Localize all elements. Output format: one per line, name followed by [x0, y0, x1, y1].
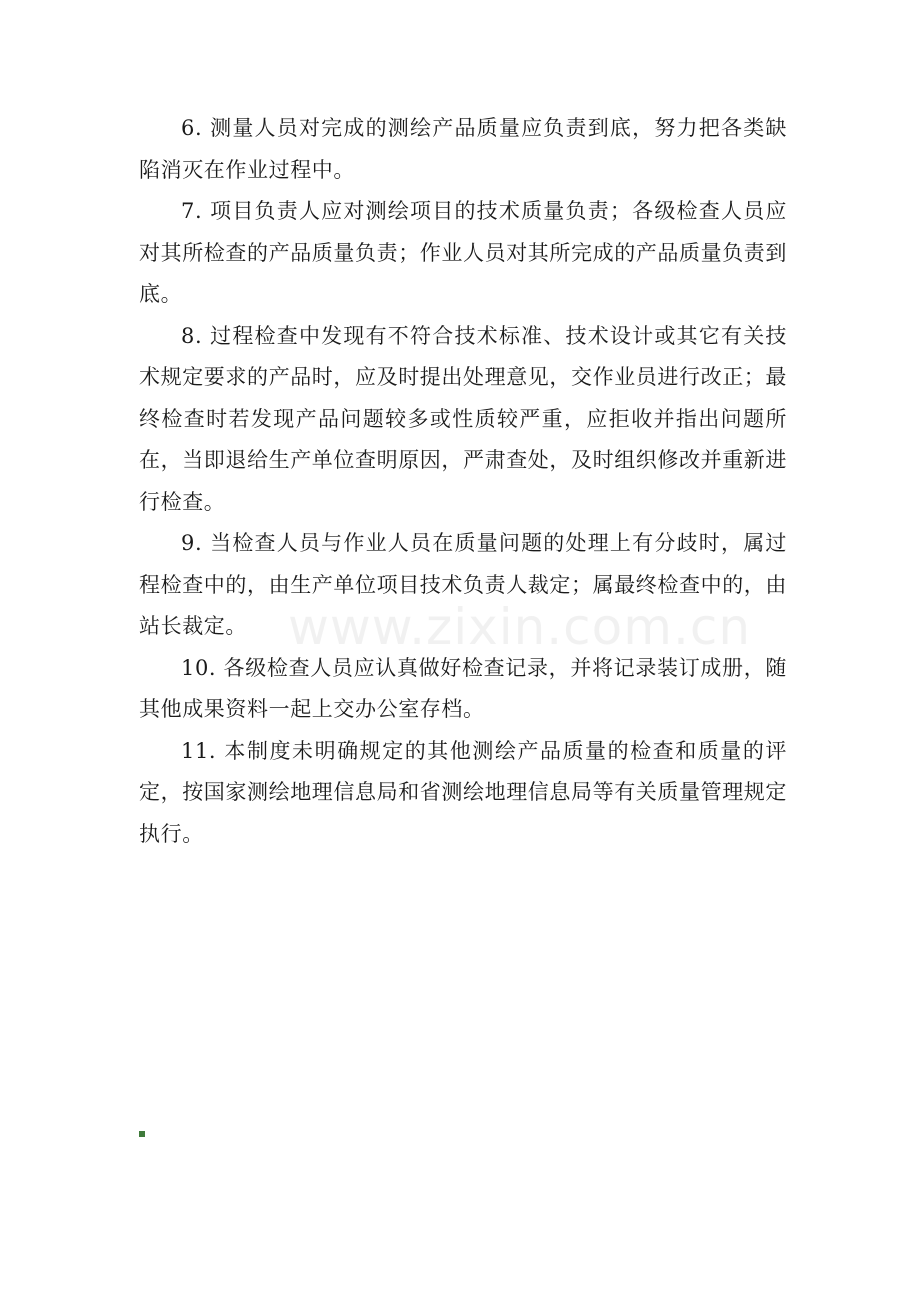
bullet-marker-icon [139, 1131, 145, 1137]
paragraph-item-9: 9. 当检查人员与作业人员在质量问题的处理上有分歧时，属过程检查中的，由生产单位项目技术负责人裁定；属最终检查中的，由站长裁定。 [139, 531, 787, 638]
document-body [139, 108, 787, 855]
paragraph-item-6: 6. 测量人员对完成的测绘产品质量应负责到底，努力把各类缺陷消灭在作业过程中。 [139, 116, 787, 182]
watermark: www.zixin.com.cn [288, 598, 752, 656]
paragraph-item-8: 8. 过程检查中发现有不符合技术标准、技术设计或其它有关技术规定要求的产品时，应及时提出处理意见，交作业员进行改正；最终检查时若发现产品问题较多或性质较严重，应拒收并指出问题所在，当即退给生产单位查明原因，严肃查处，及时组织修改并重新进行检查。 [139, 323, 787, 514]
paragraph-item-11: 11. 本制度未明确规定的其他测绘产品质量的检查和质量的评定，按国家测绘地理信息局和省测绘地理信息局等有关质量管理规定执行。 [139, 738, 787, 846]
paragraph-item-7: 7. 项目负责人应对测绘项目的技术质量负责；各级检查人员应对其所检查的产品质量负责；作业人员对其所完成的产品质量负责到底。 [139, 199, 787, 306]
paragraph-item-10: 10. 各级检查人员应认真做好检查记录，并将记录装订成册，随其他成果资料一起上交办公室存档。 [139, 655, 787, 721]
